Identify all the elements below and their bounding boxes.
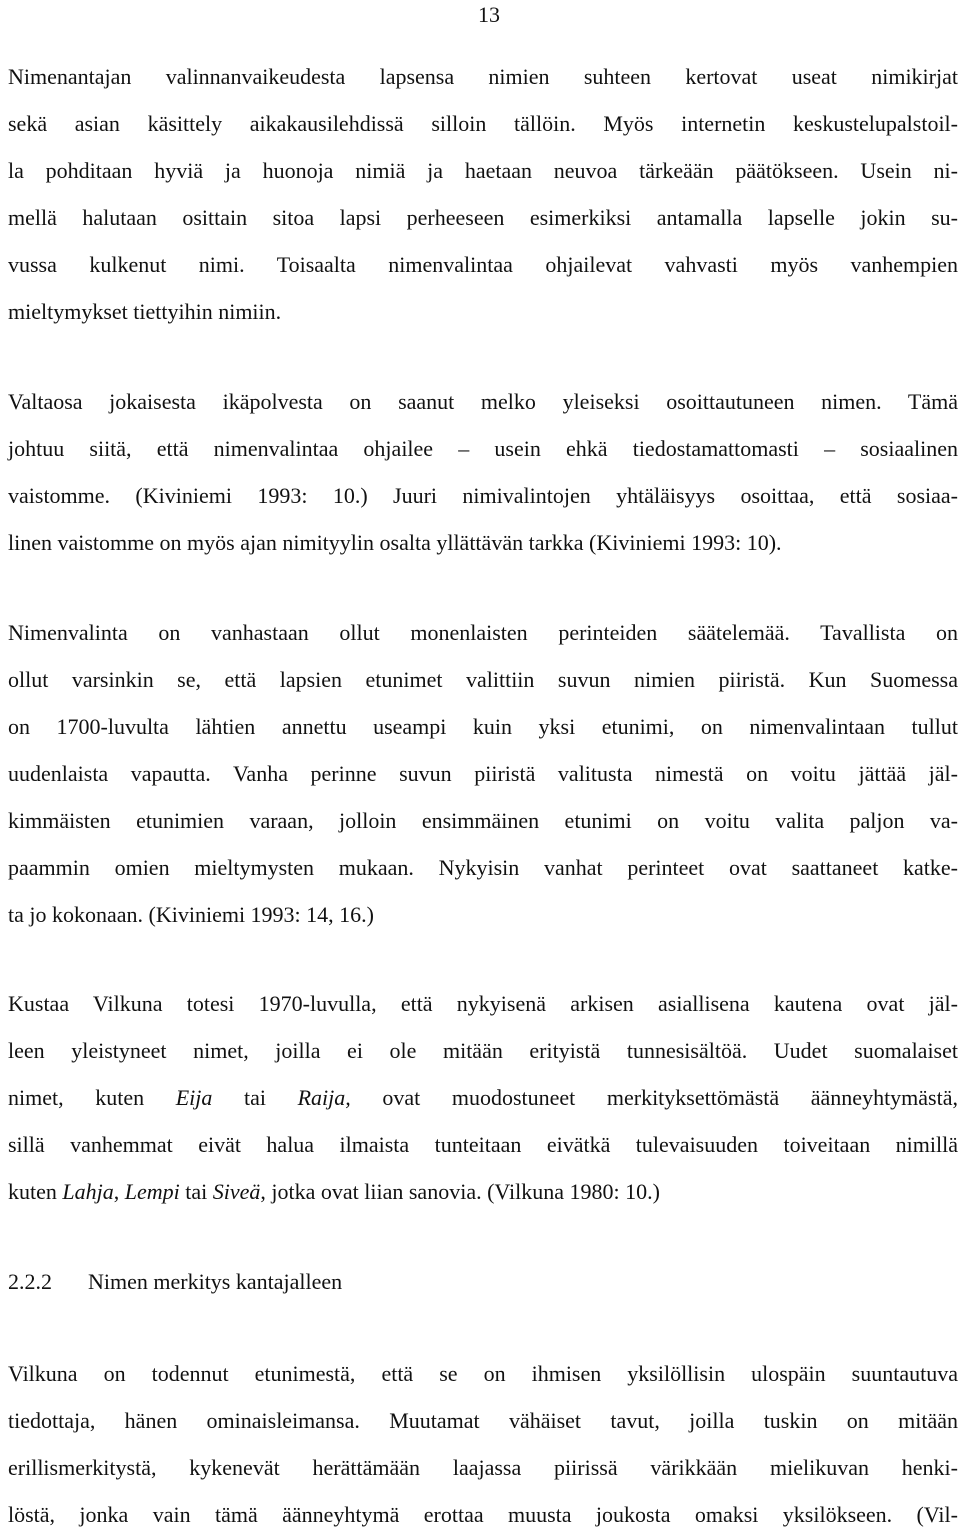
text-line: kimmäisten etunimien varaan, jolloin ensimmäinen etunimi on voitu valita paljon va- <box>8 808 958 833</box>
text-run: tai <box>212 1085 298 1110</box>
text-run: , <box>113 1179 125 1204</box>
text-line: vaistomme. (Kiviniemi 1993: 10.) Juuri nimivalintojen yhtäläisyys osoittaa, että sosiaa- <box>8 483 958 508</box>
text-line: la pohditaan hyviä ja huonoja nimiä ja haetaan neuvoa tärkeään päätökseen. Usein ni- <box>8 158 958 183</box>
page-number: 13 <box>478 2 500 27</box>
text-line: sillä vanhemmat eivät halua ilmaista tunteitaan eivätkä tulevaisuuden toiveitaan nimillä <box>8 1132 958 1157</box>
text-line: erillismerkitystä, kykenevät herättämään laajassa piirissä värikkään mielikuvan henki- <box>8 1455 958 1480</box>
text-line: paammin omien mieltymysten mukaan. Nykyisin vanhat perinteet ovat saattaneet katke- <box>8 855 958 880</box>
text-run: , jotka ovat liian sanovia. (Vilkuna 1980: 10.) <box>260 1179 660 1204</box>
text-line: Nimenvalinta on vanhastaan ollut monenlaisten perinteiden säätelemää. Tavallista on <box>8 620 958 645</box>
text-line: sekä asian käsittely aikakausilehdissä silloin tällöin. Myös internetin keskustelupalstoil- <box>8 111 958 136</box>
name-example-lempi: Lempi <box>124 1179 180 1204</box>
text-line: ollut varsinkin se, että lapsien etunimet valittiin suvun nimien piiristä. Kun Suomessa <box>8 667 958 692</box>
text-run: ovat muodostuneet merkityksettömästä äänneyhtymästä, <box>350 1085 958 1110</box>
text-line: leen yleistyneet nimet, joilla ei ole mitään erityistä tunnesisältöä. Uudet suomalaiset <box>8 1038 958 1063</box>
text-line <box>8 1074 958 1121</box>
text-line: mieltymykset tiettyihin nimiin. <box>8 299 282 324</box>
text-line: Valtaosa jokaisesta ikäpolvesta on saanut melko yleiseksi osoittautuneen nimen. Tämä <box>8 389 958 414</box>
text-line <box>8 1168 958 1215</box>
name-example-raija: Raija, <box>297 1085 351 1110</box>
text-line: Nimenantajan valinnanvaikeudesta lapsensa nimien suhteen kertovat useat nimikirjat <box>8 64 958 89</box>
paragraph-traditions <box>8 609 958 938</box>
section-title: Nimen merkitys kantajalleen <box>88 1269 343 1294</box>
section-heading <box>8 1258 342 1305</box>
name-example-sivea: Siveä <box>212 1179 261 1204</box>
text-line: johtuu siitä, että nimenvalintaa ohjailee – usein ehkä tiedostamattomasti – sosiaalinen <box>8 436 958 461</box>
text-run: tai <box>179 1179 213 1204</box>
text-line: linen vaistomme on myös ajan nimityylin osalta yllättävän tarkka (Kiviniemi 1993: 10). <box>8 530 782 555</box>
name-example-lahja: Lahja <box>62 1179 114 1204</box>
text-run: kuten <box>8 1179 63 1204</box>
paragraph-vilkuna-names <box>8 980 958 1215</box>
text-line: tiedottaja, hänen ominaisleimansa. Muutamat vähäiset tavut, joilla tuskin on mitään <box>8 1408 958 1433</box>
text-line: Kustaa Vilkuna totesi 1970-luvulla, että nykyisenä arkisen asiallisena kautena ovat jäl- <box>8 991 958 1016</box>
paragraph-first-name-meaning <box>8 1350 958 1538</box>
text-line: löstä, jonka vain tämä äänneyhtymä erottaa muusta joukosta omaksi yksilökseen. (Vil- <box>8 1502 958 1527</box>
paragraph-name-choice-difficulty <box>8 53 958 335</box>
text-line: uudenlaista vapautta. Vanha perinne suvun piiristä valitusta nimestä on voitu jättää jäl- <box>8 761 958 786</box>
text-line: ta jo kokonaan. (Kiviniemi 1993: 14, 16.) <box>8 902 374 927</box>
paragraph-social-instinct <box>8 378 958 566</box>
name-example-eija: Eija <box>175 1085 213 1110</box>
section-number: 2.2.2 <box>8 1269 52 1294</box>
text-line: vussa kulkenut nimi. Toisaalta nimenvalintaa ohjailevat vahvasti myös vanhempien <box>8 252 958 277</box>
text-line: mellä halutaan osittain sitoa lapsi perheeseen esimerkiksi antamalla lapselle jokin su- <box>8 205 958 230</box>
text-line: Vilkuna on todennut etunimestä, että se on ihmisen yksilöllisin ulospäin suuntautuva <box>8 1361 958 1386</box>
text-line: on 1700-luvulta lähtien annettu useampi kuin yksi etunimi, on nimenvalintaan tullut <box>8 714 958 739</box>
text-run: nimet, kuten <box>8 1085 176 1110</box>
